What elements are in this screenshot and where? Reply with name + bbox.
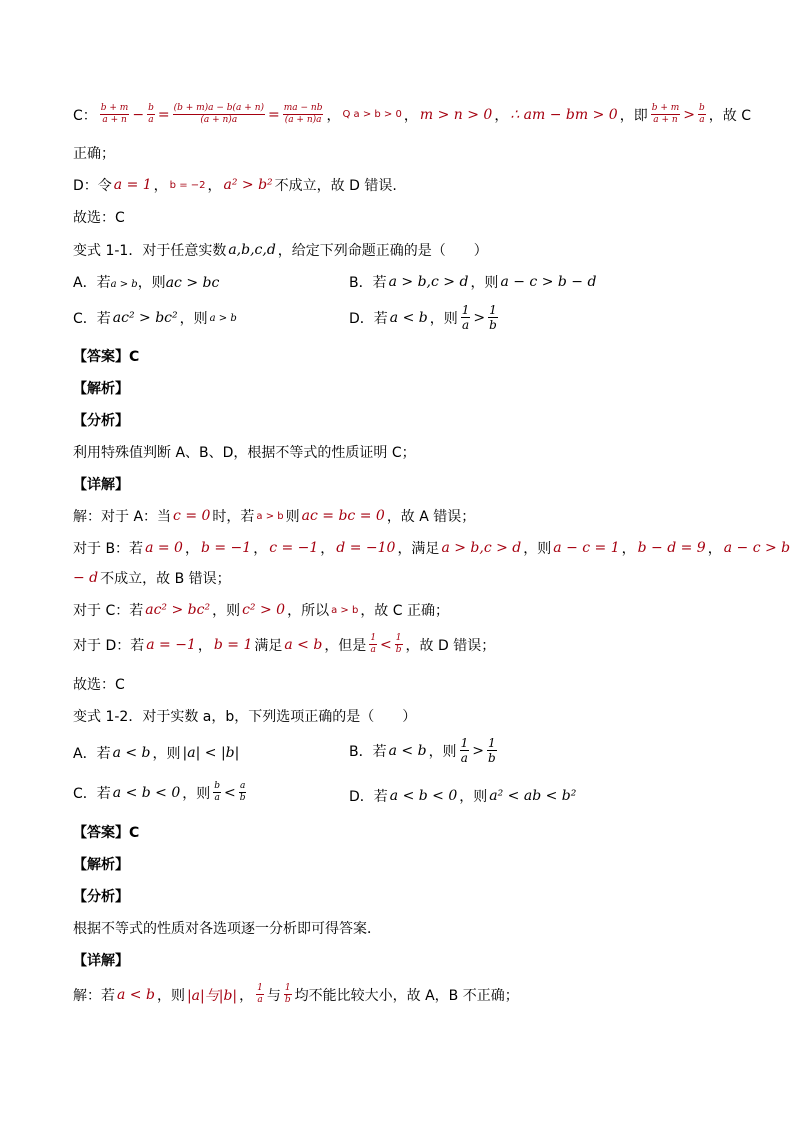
fraction [369, 634, 377, 655]
detail-c [73, 600, 449, 620]
fraction [239, 782, 247, 803]
text-span: (a + n)a [200, 115, 238, 125]
text-span: ，给定下列命题正确的是（ ） [277, 243, 488, 259]
text-span: 1 [489, 303, 497, 317]
text-span: b = 1 [213, 636, 253, 653]
text-span: ，则 [182, 785, 211, 802]
text-span: 【分析】 [73, 413, 129, 429]
text-span: < [224, 784, 236, 801]
text-span: 满足 [254, 637, 283, 654]
text-span: ，则 [470, 275, 499, 291]
text-span: a,b,c,d [228, 242, 276, 258]
text-span: 【答案】C [73, 349, 140, 365]
text-span: a [148, 115, 154, 125]
text-span: 【详解】 [73, 953, 129, 969]
text-span: ，则 [212, 603, 241, 619]
text-span: a > b,c > d [441, 540, 522, 556]
label: C： [73, 107, 97, 124]
text-span: ， [707, 541, 722, 557]
fraction [147, 104, 155, 125]
text-span: b [489, 318, 497, 332]
operator: − [132, 106, 145, 123]
text-span: 解：若 [73, 987, 115, 1004]
text: ，即 [619, 107, 648, 124]
text-span: > [472, 742, 484, 759]
text-span: 对于 B：若 [73, 541, 144, 557]
fraction [395, 634, 403, 655]
text-span: ，则 [428, 743, 457, 760]
text-span: a − c = 1 [553, 540, 620, 556]
text-span: C．若 [73, 311, 111, 327]
text-span: a < b [112, 745, 151, 761]
text-span: a [370, 645, 376, 655]
fenxi-text [73, 442, 416, 462]
option-d-derivation [73, 175, 397, 195]
fraction [698, 104, 706, 125]
option-b [349, 272, 596, 292]
text-span: 【答案】C [73, 825, 140, 841]
text-span: 利用特殊值判断 A、B、D，根据不等式的性质证明 C； [73, 445, 416, 461]
option-c-derivation [73, 104, 751, 125]
text-span: a > b,c > d [388, 274, 469, 290]
text-span: b [284, 995, 291, 1005]
detail-ab [73, 984, 519, 1005]
text-span: B．若 [349, 275, 387, 291]
text-span: ，但是 [324, 637, 367, 654]
text-span: b + m [651, 103, 680, 113]
detail-d [73, 634, 495, 655]
question-title [73, 240, 488, 260]
text-span: 根据不等式的性质对各选项逐一分析即可得答案． [73, 921, 381, 937]
text-span: B．若 [349, 743, 387, 760]
detail-a [73, 506, 475, 526]
option-a [73, 272, 219, 292]
operator: = [157, 106, 170, 123]
text-span: a [461, 318, 470, 332]
text-span: a [257, 995, 263, 1005]
text-span: ，所以 [287, 603, 330, 619]
text-span: b [214, 781, 221, 791]
text-span: ，则 [179, 311, 208, 327]
text-span: ， [621, 541, 636, 557]
text: 不成立，故 D 错误. [274, 178, 397, 194]
text-span: ，则 [429, 310, 458, 327]
text-span: b − d = 9 [637, 540, 706, 556]
text-span: (b + m)a − b(a + n) [173, 103, 264, 113]
text-span: ，则 [156, 987, 185, 1004]
text-span: a − c > b − d [500, 274, 597, 290]
text-span: ac² > bc² [145, 602, 211, 618]
comma: ， [326, 107, 341, 124]
text-span: C．若 [73, 785, 111, 802]
option-d [349, 304, 499, 331]
text-span: a [214, 793, 220, 803]
text-span: A．若 [73, 275, 111, 291]
text-span: a [239, 781, 246, 791]
text-span: c = −1 [269, 540, 319, 556]
math-expr: m > n > 0 [419, 106, 493, 123]
analysis-label [73, 378, 129, 398]
text: D：令 [73, 178, 112, 194]
text-span: ，则 [137, 275, 166, 291]
detail-label [73, 950, 129, 970]
operator: = [268, 106, 280, 123]
fenxi-text [73, 918, 381, 938]
fraction [487, 737, 497, 764]
text-span: a > b [110, 279, 138, 290]
text-span: a − c > b [723, 540, 791, 556]
text-span: ac² > bc² [112, 310, 178, 326]
text-span: b [699, 103, 705, 113]
text-span: a < b [388, 742, 427, 759]
fraction [256, 984, 264, 1005]
detail-b [73, 538, 790, 558]
text-span: d = −10 [336, 540, 396, 556]
text-span: a > b [209, 312, 237, 324]
math-expr: a² > b² [223, 177, 273, 193]
text-span: 则 [285, 509, 300, 525]
text-span: ，故 C 正确； [360, 603, 449, 619]
text-span: 1 [461, 303, 470, 317]
text-span: 对于 D：若 [73, 637, 145, 654]
text-span: − d [73, 570, 99, 586]
detail-b-cont [73, 568, 231, 588]
text-span: 【分析】 [73, 889, 129, 905]
text-span: 1 [370, 633, 377, 643]
text-span: ，故 A 错误； [386, 509, 476, 525]
text-span: D．若 [349, 310, 388, 327]
text-span: 与 [266, 987, 281, 1004]
text-span: a + n [653, 115, 678, 125]
text-span: D．若 [349, 789, 388, 805]
text: 正确； [73, 146, 115, 162]
text-span: ， [320, 541, 335, 557]
comma: ， [494, 107, 509, 124]
text-span: b [487, 751, 496, 765]
fraction [460, 737, 470, 764]
text-span: |a|与|b| [186, 987, 238, 1004]
text-span: b [148, 103, 154, 113]
select-answer [73, 674, 125, 694]
text-span: 均不能比较大小，故 A，B 不正确； [294, 987, 519, 1004]
option-c [73, 782, 248, 803]
text-span: a² < ab < b² [489, 788, 577, 804]
text-span: ，满足 [397, 541, 440, 557]
text-span: a = −1 [146, 636, 196, 653]
fraction [283, 104, 324, 125]
text-span: ， [197, 637, 212, 654]
math-expr: b = −2 [169, 179, 206, 191]
fraction [213, 782, 221, 803]
text-span: ，则 [152, 746, 181, 762]
text-span: 变式 1-2．对于实数 a，b，下列选项正确的是（ ） [73, 709, 417, 725]
fenxi-label [73, 410, 129, 430]
math-expr: Q a > b > 0 [342, 109, 402, 120]
option-d [349, 786, 576, 806]
text-span: b = −1 [200, 540, 252, 556]
text-span: 1 [460, 736, 469, 750]
operator: > [683, 106, 695, 123]
text-span: a [460, 751, 468, 765]
text: ，故 C [708, 107, 751, 124]
fraction [173, 104, 265, 125]
text-span: 【解析】 [73, 857, 129, 873]
text-span: a < b [117, 986, 155, 1003]
text-span: b + m [100, 103, 129, 113]
detail-label [73, 474, 129, 494]
option-b [349, 737, 498, 764]
text-span: < [380, 636, 392, 653]
fraction [488, 304, 498, 331]
text-span: |a| < |b| [182, 745, 240, 761]
text-span: ，则 [523, 541, 552, 557]
text-span: ma − nb [283, 103, 323, 113]
text-span: a > b [256, 510, 284, 522]
text-span: 故选：C [73, 677, 125, 693]
text-span: 1 [257, 983, 263, 993]
text-span: c² > 0 [242, 602, 286, 618]
text-span: a > b [331, 604, 359, 616]
text-span: 【解析】 [73, 381, 129, 397]
fraction [461, 304, 471, 331]
text-span: ，则 [459, 789, 488, 805]
text-span: 1 [395, 633, 402, 643]
text-span: c = 0 [173, 508, 211, 524]
option-c-conclusion [73, 143, 115, 163]
question-title [73, 706, 416, 726]
text-span: a < b < 0 [112, 784, 181, 801]
text-span: ，故 D 错误； [405, 637, 496, 654]
text-span: ac > bc [165, 275, 220, 291]
text-span: ， [253, 541, 268, 557]
text-span: a < b < 0 [389, 788, 458, 804]
text-span: a < b [284, 636, 323, 653]
answer-label [73, 822, 139, 842]
fenxi-label [73, 886, 129, 906]
text-span: 1 [487, 736, 496, 750]
text-span: a < b [389, 309, 428, 326]
text-span: ac = bc = 0 [301, 508, 385, 524]
text-span: a = 0 [145, 540, 183, 556]
text-span: b [395, 645, 402, 655]
text-span: 解：对于 A：当 [73, 509, 172, 525]
text-span: 故选：C [73, 210, 125, 226]
text-span: (a + n)a [284, 115, 322, 125]
comma: ， [153, 178, 168, 194]
fraction [100, 104, 130, 125]
option-c [73, 308, 237, 328]
analysis-label [73, 854, 129, 874]
select-answer [73, 207, 125, 227]
text-span: 时，若 [212, 509, 255, 525]
fraction [651, 104, 681, 125]
text-span: 1 [284, 983, 291, 993]
text-span: 对于 C：若 [73, 603, 144, 619]
text-span: b [239, 793, 246, 803]
answer-label [73, 346, 139, 366]
text-span: 【详解】 [73, 477, 129, 493]
text-span: a [699, 115, 705, 125]
text-span: 变式 1-1．对于任意实数 [73, 243, 227, 259]
text-span: ， [184, 541, 199, 557]
text-span: 不成立，故 B 错误； [100, 571, 231, 587]
text-span: A．若 [73, 746, 111, 762]
math-expr: a = 1 [113, 177, 152, 193]
comma: ， [403, 107, 418, 124]
fraction [284, 984, 292, 1005]
text-span: > [473, 309, 486, 326]
comma: ， [207, 178, 222, 194]
math-expr: ∴ am − bm > 0 [510, 106, 618, 123]
text-span: ， [239, 987, 254, 1004]
text-span: a + n [102, 115, 127, 125]
option-a [73, 743, 239, 763]
